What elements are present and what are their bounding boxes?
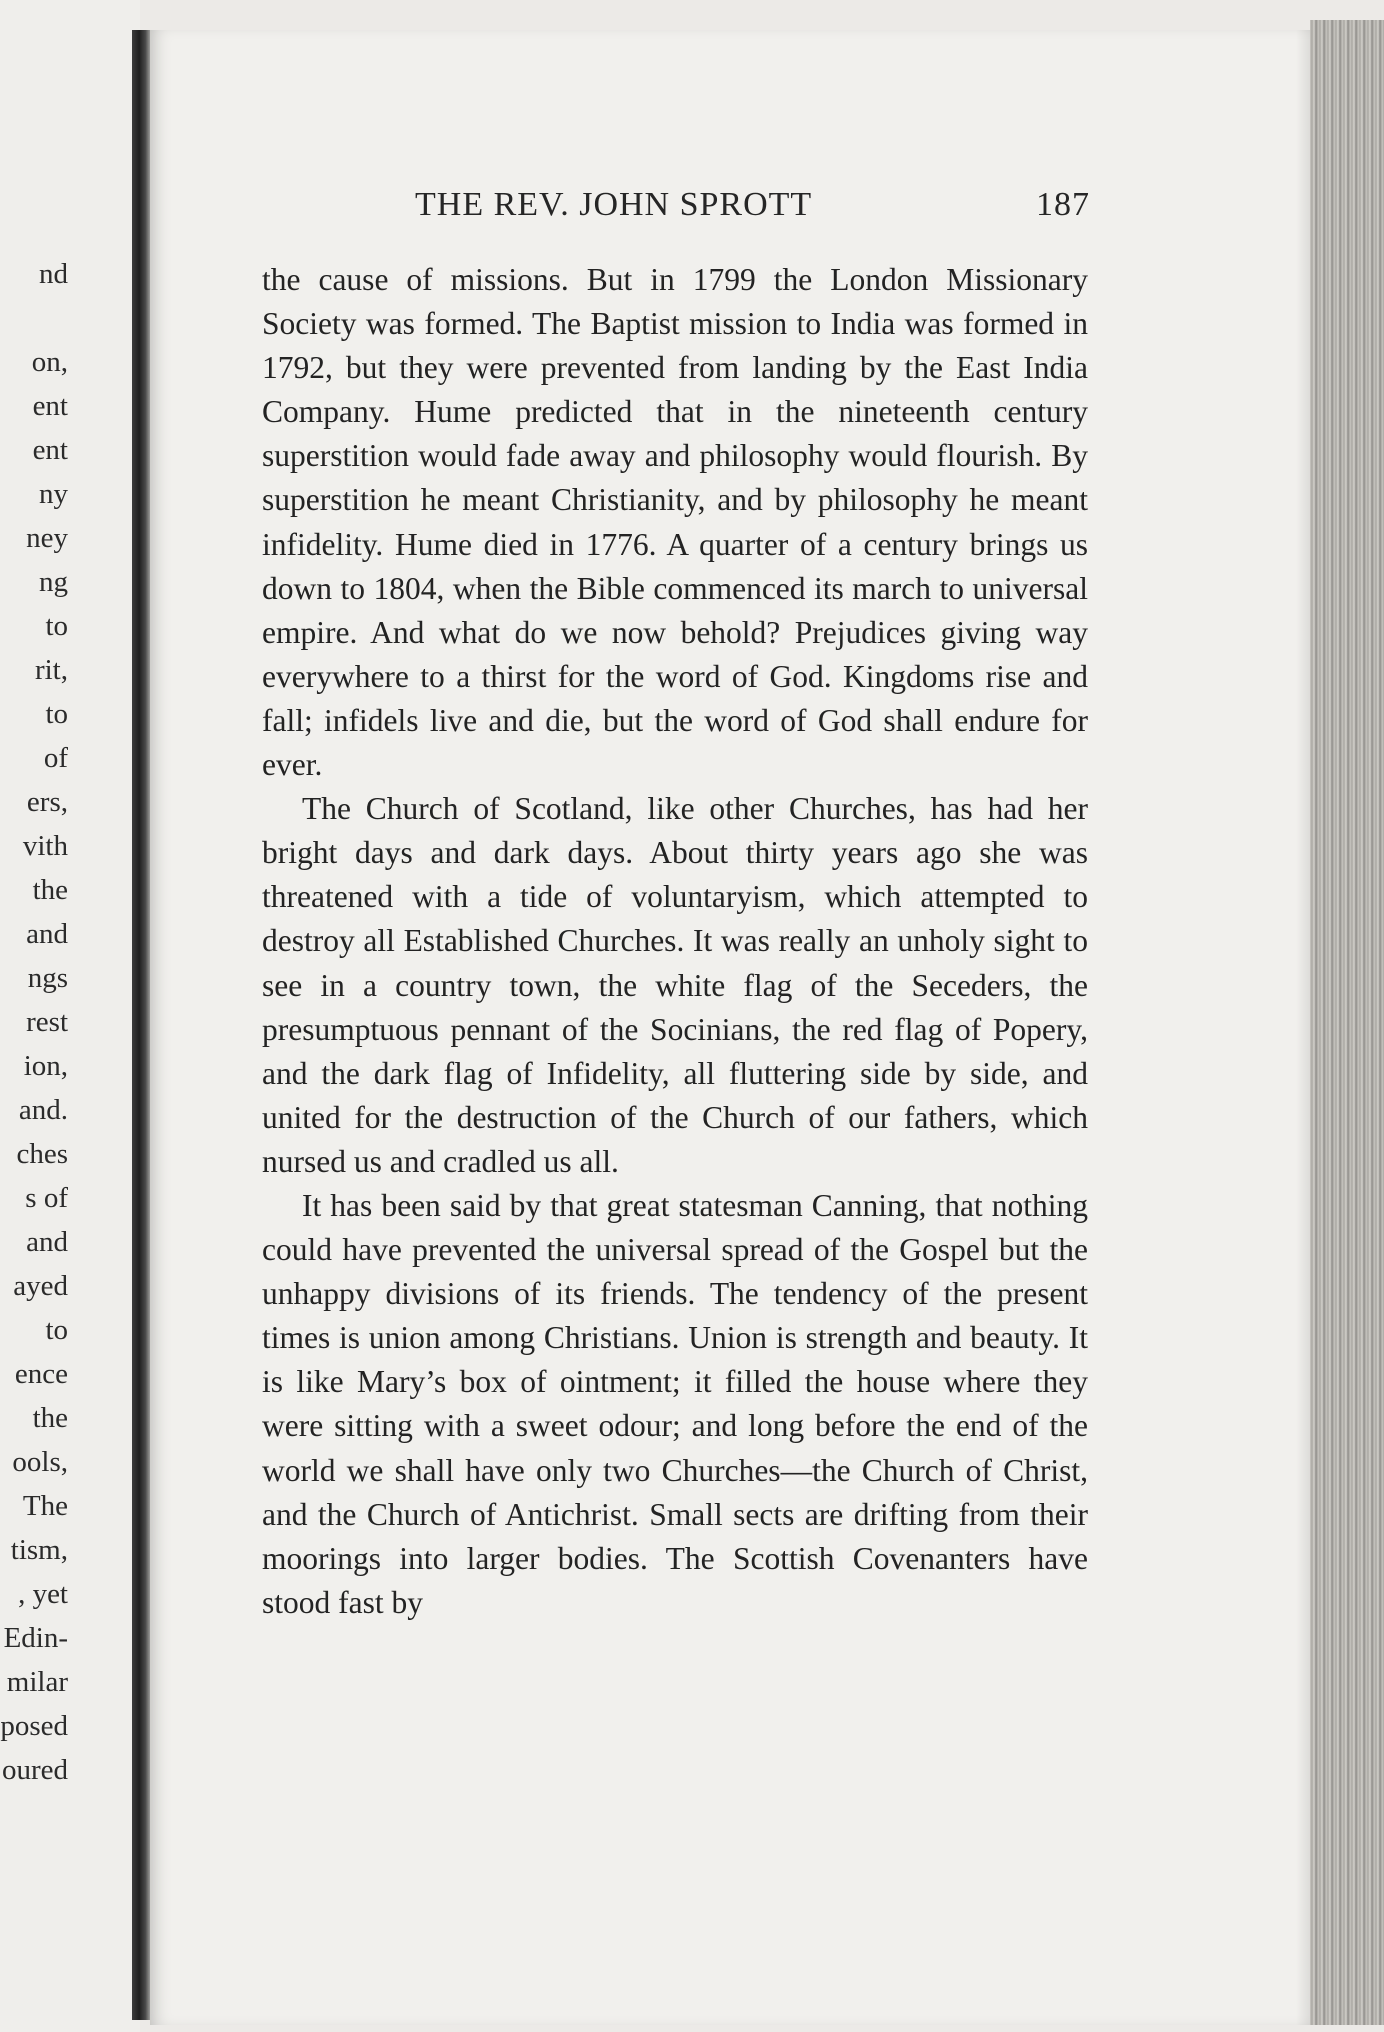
running-header <box>415 186 1090 232</box>
left-line-fragment: s of <box>25 1182 68 1214</box>
left-line-fragment: oured <box>1 1754 68 1786</box>
left-line-fragment: on, <box>31 346 68 378</box>
left-line-fragment: and <box>26 1226 68 1258</box>
left-line-fragment: to <box>45 1314 68 1346</box>
left-line-fragment: ent <box>32 390 68 422</box>
left-page-text-fragments <box>0 252 68 1792</box>
left-line-fragment: , yet <box>18 1578 68 1610</box>
book-gutter <box>132 30 150 2020</box>
left-line-fragment: vith <box>22 830 68 862</box>
left-line-fragment: The <box>22 1490 68 1522</box>
left-line-fragment: ools, <box>12 1446 68 1478</box>
left-line-fragment: nd <box>39 258 68 290</box>
left-line-fragment: to <box>45 610 68 642</box>
left-line-fragment: ney <box>26 522 68 554</box>
left-line-fragment: ion, <box>23 1050 68 1082</box>
left-line-fragment: ny <box>39 478 68 510</box>
left-line-fragment: the <box>32 1402 68 1434</box>
left-line-fragment: to <box>45 698 68 730</box>
left-line-fragment: ent <box>32 434 68 466</box>
left-line-fragment: ers, <box>26 786 68 818</box>
left-line-fragment: of <box>43 742 68 774</box>
body-text <box>262 258 1088 1625</box>
paragraph: The Church of Scotland, like other Churches, has had her bright days and dark days. About thirty years ago she was threatened with a tide of voluntaryism, which attempted to destroy all Established Churches. It was really an unholy sight to see in a country town, the white flag of the Seceders, the presumptuous pennant of the Socinians, the red flag of Popery, and the dark flag of Infidelity, all fluttering side by side, and united for the destruction of the Church of our fathers, which nursed us and cradled us all. <box>262 791 1088 1179</box>
left-line-fragment: posed <box>0 1710 68 1742</box>
left-line-fragment: ngs <box>27 962 68 994</box>
left-line-fragment: milar <box>6 1666 68 1698</box>
page-number: 187 <box>1036 186 1090 223</box>
page-stack-edge <box>1310 20 1384 2025</box>
left-line-fragment <box>0 296 68 340</box>
left-line-fragment: rest <box>26 1006 68 1038</box>
left-line-fragment: the <box>32 874 68 906</box>
left-line-fragment: ng <box>39 566 68 598</box>
left-line-fragment: tism, <box>10 1534 68 1566</box>
left-line-fragment: ayed <box>13 1270 68 1302</box>
running-title: THE REV. JOHN SPROTT <box>415 186 813 223</box>
left-line-fragment: ence <box>14 1358 68 1390</box>
paragraph: It has been said by that great statesman Canning, that nothing could have prevented the universal spread of the Gospel but the unhappy divisions of its friends. The tendency of the present times is union among Christians. Union is strength and beauty. It is like Mary’s box of ointment; it filled the house where they were sitting with a sweet odour; and long before the end of the world we shall have only two Churches—the Church of Christ, and the Church of Antichrist. Small sects are drifting from their moorings into larger bodies. The Scottish Covenanters have stood fast by <box>262 1187 1088 1620</box>
left-line-fragment: Edin- <box>3 1622 68 1654</box>
left-line-fragment: and <box>26 918 68 950</box>
paragraph: the cause of missions. But in 1799 the London Missionary Society was formed. The Baptist mission to India was formed in 1792, but they were prevented from landing by the East India Company. Hume predicted that in the nineteenth century superstition would fade away and philosophy would flourish. By superstition he meant Christianity, and by philosophy he meant infidelity. Hume died in 1776. A quarter of a century brings us down to 1804, when the Bible commenced its march to universal empire. And what do we now behold? Prejudices giving way everywhere to a thirst for the word of God. Kingdoms rise and fall; infidels live and die, but the word of God shall endure for ever. <box>262 262 1088 783</box>
left-line-fragment: ches <box>16 1138 68 1170</box>
left-line-fragment: rit, <box>34 654 68 686</box>
left-page <box>0 0 140 2032</box>
left-line-fragment: and. <box>18 1094 68 1126</box>
